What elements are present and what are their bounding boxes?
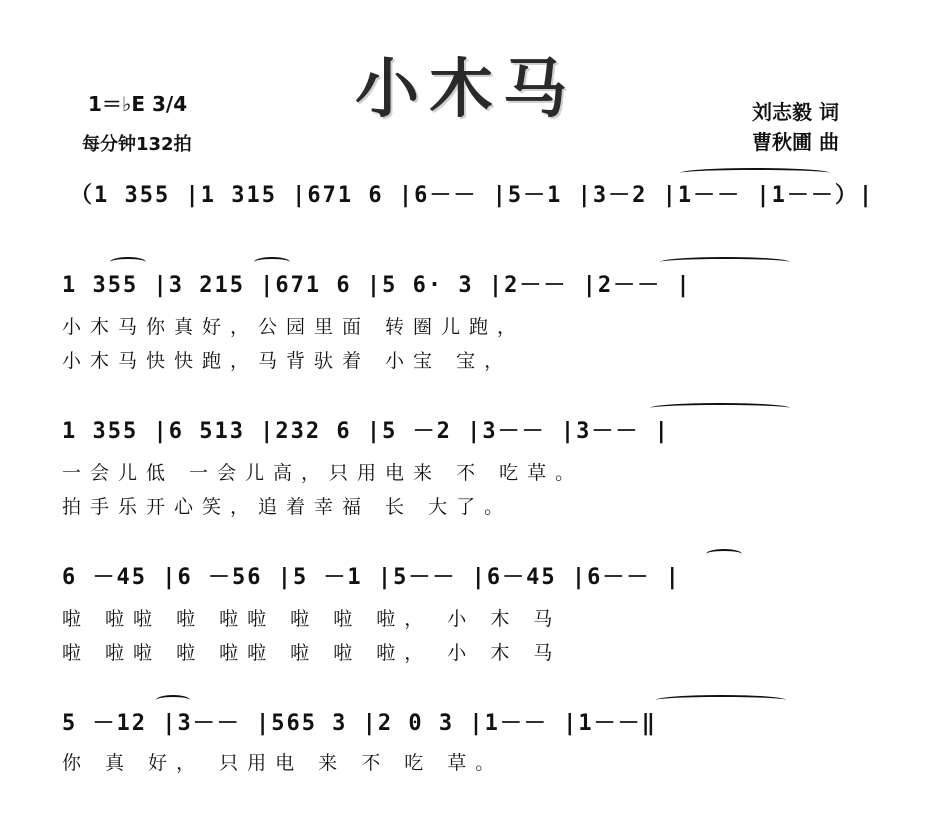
song-title: 小木马 bbox=[355, 53, 577, 127]
tempo-marking: 每分钟132拍 bbox=[82, 134, 192, 155]
tie-arc bbox=[680, 168, 830, 178]
key-signature: 1＝♭E 3/4 bbox=[88, 92, 188, 116]
music-line: 1 355 |3 215 |671 6 |5 6· 3 |2－－ |2－－ | bbox=[62, 273, 692, 298]
lyric-line: 啦 啦啦 啦 啦啦 啦 啦 啦， 小 木 马 bbox=[62, 642, 562, 664]
tie-arc bbox=[656, 695, 786, 705]
lyricist-credit: 刘志毅 词 bbox=[752, 100, 839, 124]
composer-credit: 曹秋圃 曲 bbox=[752, 130, 839, 154]
lyric-line: 小木马你真好，公园里面 转圈儿跑， bbox=[62, 316, 526, 338]
lyric-line: 你 真 好， 只用电 来 不 吃 草。 bbox=[62, 752, 504, 774]
slur-arc bbox=[254, 257, 290, 267]
music-line: 6 －45 |6 －56 |5 －1 |5－－ |6－45 |6－－ | bbox=[62, 565, 681, 590]
music-line: 1 355 |6 513 |232 6 |5 －2 |3－－ |3－－ | bbox=[62, 419, 670, 444]
intro-music-line: （1 355 |1 315 |671 6 |6－－ |5－1 |3－2 |1－－ |1－－）| bbox=[70, 183, 875, 208]
lyric-line: 拍手乐开心笑，追着幸福 长 大了。 bbox=[62, 496, 513, 518]
lyric-line: 小木马快快跑，马背驮着 小宝 宝， bbox=[62, 350, 513, 372]
tie-arc bbox=[660, 257, 790, 267]
slur-arc bbox=[110, 257, 146, 267]
lyric-line: 啦 啦啦 啦 啦啦 啦 啦 啦， 小 木 马 bbox=[62, 608, 562, 630]
slur-arc bbox=[156, 695, 190, 705]
slur-arc bbox=[706, 549, 742, 559]
lyric-line: 一会儿低 一会儿高，只用电来 不 吃草。 bbox=[62, 462, 584, 484]
tie-arc bbox=[650, 403, 790, 413]
music-line: 5 －12 |3－－ |565 3 |2 0 3 |1－－ |1－－‖ bbox=[62, 711, 657, 736]
